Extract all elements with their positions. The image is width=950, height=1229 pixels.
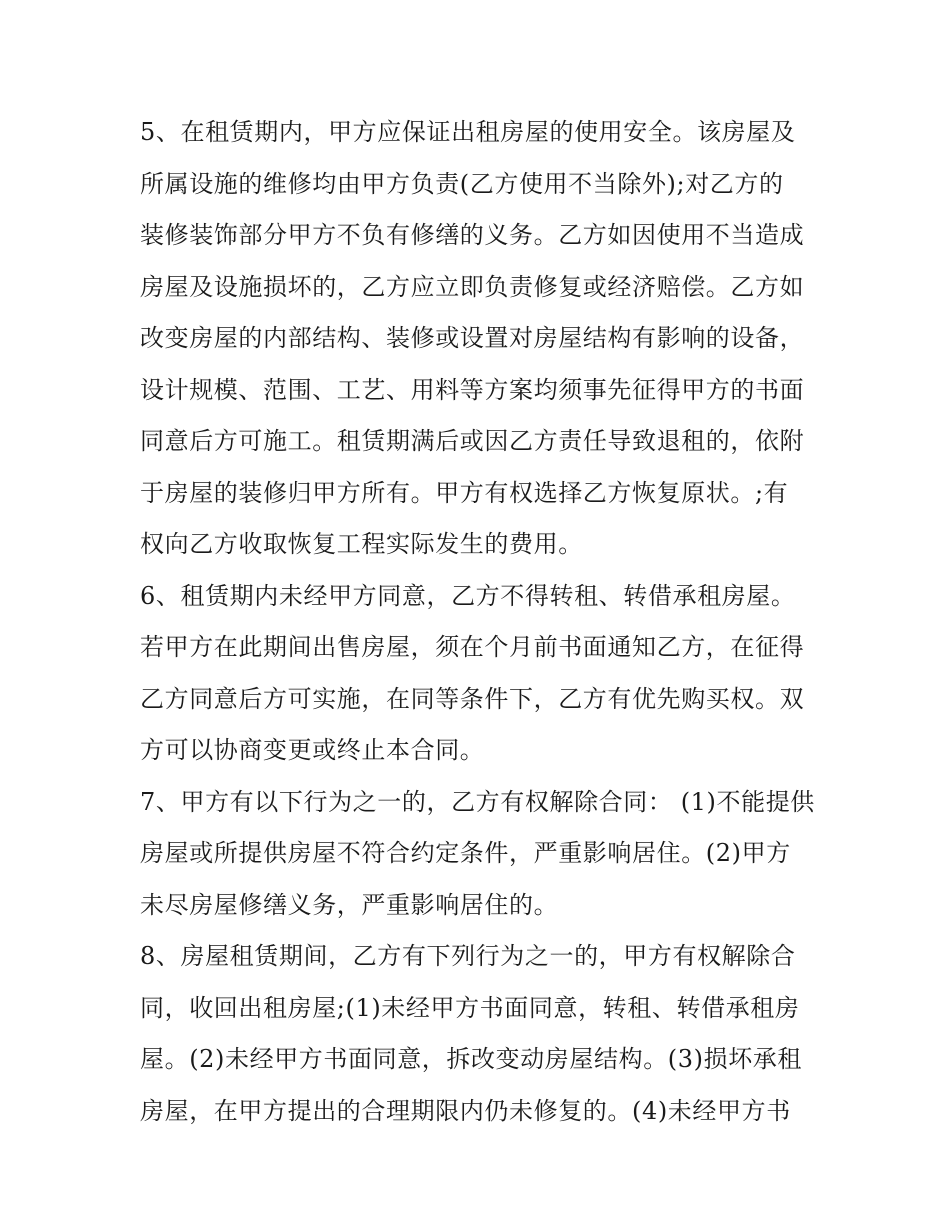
- text-line: 7、甲方有以下行为之一的，乙方有权解除合同： (1)不能提供: [140, 787, 815, 816]
- text-line: 同意后方可施工。租赁期满后或因乙方责任导致退租的，依附: [140, 427, 805, 455]
- text-line: 屋。(2)未经甲方书面同意，拆改变动房屋结构。(3)损坏承租: [140, 1045, 802, 1073]
- text-line: 未尽房屋修缮义务，严重影响居住的。: [140, 890, 559, 919]
- text-line: 5、在租赁期内，甲方应保证出租房屋的使用安全。该房屋及: [140, 118, 796, 146]
- text-line: 乙方同意后方可实施，在同等条件下，乙方有优先购买权。双: [140, 684, 805, 713]
- text-line: 于房屋的装修归甲方所有。甲方有权选择乙方恢复原状。;有: [140, 478, 789, 507]
- text-line: 房屋，在甲方提出的合理期限内仍未修复的。(4)未经甲方书: [140, 1096, 791, 1125]
- text-line: 改变房屋的内部结构、装修或设置对房屋结构有影响的设备，: [140, 324, 805, 352]
- text-line: 若甲方在此期间出售房屋，须在个月前书面通知乙方，在征得: [140, 633, 805, 661]
- text-line: 8、房屋租赁期间，乙方有下列行为之一的，甲方有权解除合: [140, 942, 796, 970]
- text-line: 同，收回出租房屋;(1)未经甲方书面同意，转租、转借承租房: [140, 993, 800, 1022]
- text-line: 房屋或所提供房屋不符合约定条件，严重影响居住。(2)甲方: [140, 839, 791, 867]
- text-line: 权向乙方收取恢复工程实际发生的费用。: [140, 530, 583, 558]
- text-line: 房屋及设施损坏的，乙方应立即负责修复或经济赔偿。乙方如: [140, 272, 805, 301]
- contract-body: [140, 109, 815, 1139]
- text-line: 6、租赁期内未经甲方同意，乙方不得转租、转借承租房屋。: [140, 581, 796, 610]
- text-line: 装修装饰部分甲方不负有修缮的义务。乙方如因使用不当造成: [140, 221, 805, 249]
- text-line: 所属设施的维修均由甲方负责(乙方使用不当除外);对乙方的: [140, 169, 784, 198]
- text-line: 设计规模、范围、工艺、用料等方案均须事先征得甲方的书面: [140, 375, 805, 404]
- text-line: 方可以协商变更或终止本合同。: [140, 736, 485, 764]
